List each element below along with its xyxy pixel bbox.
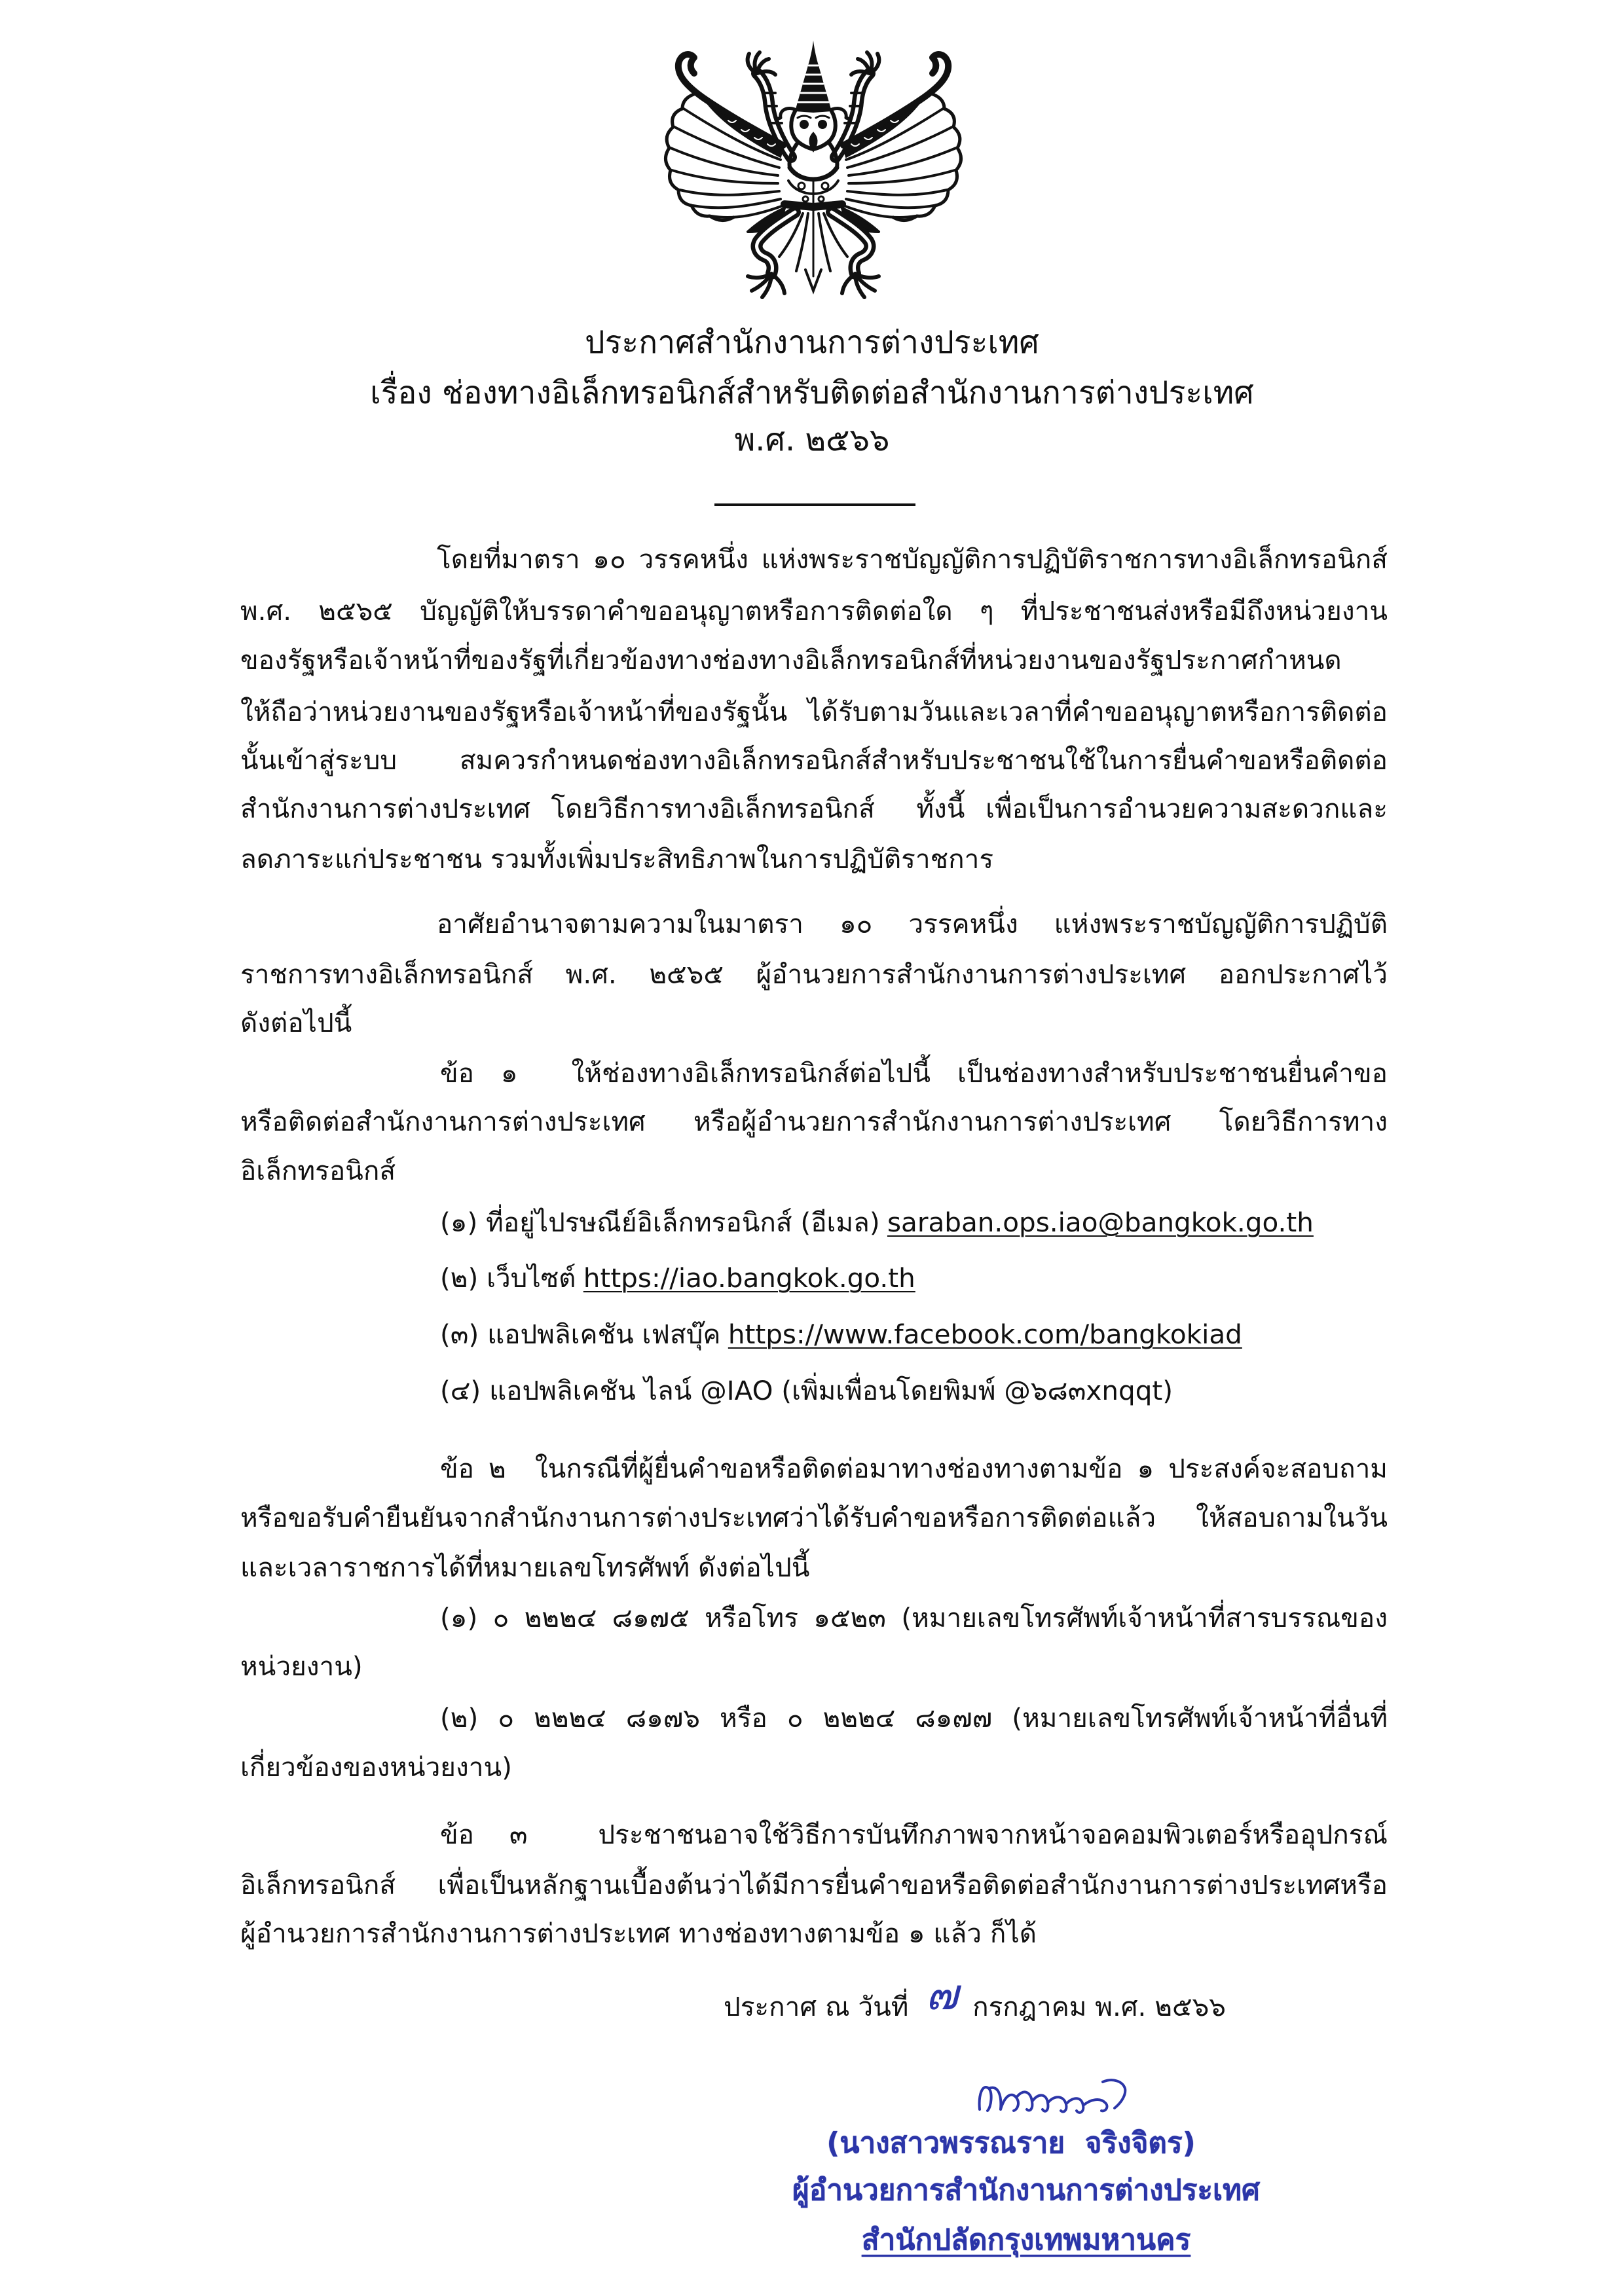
garuda-emblem — [650, 41, 977, 302]
phone-line: หน่วยงาน) — [240, 1650, 363, 1682]
signatory-organization: สำนักปลัดกรุงเทพมหานคร — [861, 2223, 1191, 2257]
issue-date-prefix: ประกาศ ณ วันที่ — [724, 1991, 909, 2022]
preamble-line: โดยที่มาตรา ๑๐ วรรคหนึ่ง แห่งพระราชบัญญัติการปฏิบัติราชการทางอิเล็กทรอนิกส์ — [437, 543, 1388, 575]
clause-3-line: อิเล็กทรอนิกส์ เพื่อเป็นหลักฐานเบื้องต้นว่าได้มีการยื่นคำขอหรือติดต่อสำนักงานการต่างประเทศหรือ — [240, 1869, 1388, 1901]
authority-line: ดังต่อไปนี้ — [240, 1007, 352, 1038]
authority-line: ราชการทางอิเล็กทรอนิกส์ พ.ศ. ๒๕๖๕ ผู้อำนวยการสำนักงานการต่างประเทศ ออกประกาศไว้ — [240, 958, 1388, 990]
channel-item-website — [440, 1254, 915, 1302]
preamble-line: ของรัฐหรือเจ้าหน้าที่ของรัฐที่เกี่ยวข้องทางช่องทางอิเล็กทรอนิกส์ที่หน่วยงานของรัฐประกาศกำหนด — [240, 644, 1342, 676]
garuda-left-half — [665, 41, 813, 297]
website-link[interactable]: https://iao.bangkok.go.th — [583, 1262, 915, 1294]
clause-2-line: ข้อ ๒ ในกรณีที่ผู้ยื่นคำขอหรือติดต่อมาทางช่องทางตามข้อ ๑ ประสงค์จะสอบถาม — [440, 1453, 1388, 1484]
channel-label: (๓) แอปพลิเคชัน เฟสบุ๊ค — [440, 1319, 721, 1350]
clause-1-line: ข้อ ๑ ให้ช่องทางอิเล็กทรอนิกส์ต่อไปนี้ เป็นช่องทางสำหรับประชาชนยื่นคำขอ — [440, 1057, 1388, 1089]
channel-item-facebook — [440, 1311, 1242, 1358]
phone-line: (๒) ๐ ๒๒๒๔ ๘๑๗๖ หรือ ๐ ๒๒๒๔ ๘๑๗๗ (หมายเลขโทรศัพท์เจ้าหน้าที่อื่นที่ — [440, 1702, 1388, 1734]
channel-label: (๒) เว็บไซต์ — [440, 1262, 576, 1294]
clause-3-line: ข้อ ๓ ประชาชนอาจใช้วิธีการบันทึกภาพจากหน้าจอคอมพิวเตอร์หรืออุปกรณ์ — [440, 1819, 1388, 1850]
signatory-name: (นางสาวพรรณราย จริงจิตร) — [826, 2126, 1196, 2160]
garuda-center — [805, 132, 821, 291]
preamble-line: ลดภาระแก่ประชาชน รวมทั้งเพิ่มประสิทธิภาพในการปฏิบัติราชการ — [240, 843, 994, 875]
announcement-title: ประกาศสำนักงานการต่างประเทศ — [585, 324, 1039, 361]
preamble-line: สำนักงานการต่างประเทศ โดยวิธีการทางอิเล็กทรอนิกส์ ทั้งนี้ เพื่อเป็นการอำนวยความสะดวกและ — [240, 793, 1388, 824]
clause-2-line: และเวลาราชการได้ที่หมายเลขโทรศัพท์ ดังต่อไปนี้ — [240, 1552, 810, 1583]
signatory-position: ผู้อำนวยการสำนักงานการต่างประเทศ — [792, 2174, 1260, 2207]
phone-line: (๑) ๐ ๒๒๒๔ ๘๑๗๕ หรือโทร ๑๕๒๓ (หมายเลขโทรศัพท์เจ้าหน้าที่สารบรรณของ — [440, 1602, 1388, 1633]
title-divider — [714, 503, 915, 506]
handwritten-day: ๗ — [925, 1969, 959, 2020]
clause-2-line: หรือขอรับคำยืนยันจากสำนักงานการต่างประเทศว่าได้รับคำขอหรือการติดต่อแล้ว ให้สอบถามในวัน — [240, 1502, 1388, 1533]
channel-item-line: (๔) แอปพลิเคชัน ไลน์ @IAO (เพิ่มเพื่อนโดยพิมพ์ @๖๘๓xnqqt) — [440, 1375, 1173, 1406]
phone-line: เกี่ยวข้องของหน่วยงาน) — [240, 1751, 512, 1783]
clause-1-line: หรือติดต่อสำนักงานการต่างประเทศ หรือผู้อำนวยการสำนักงานการต่างประเทศ โดยวิธีการทาง — [240, 1106, 1388, 1137]
channel-item-email — [440, 1199, 1314, 1246]
preamble-line: พ.ศ. ๒๕๖๕ บัญญัติให้บรรดาคำขออนุญาตหรือการติดต่อใด ๆ ที่ประชาชนส่งหรือมีถึงหน่วยงาน — [240, 595, 1388, 627]
email-link[interactable]: saraban.ops.iao@bangkok.go.th — [887, 1207, 1314, 1238]
handwritten-signature — [974, 2069, 1145, 2121]
issue-month-year: กรกฎาคม พ.ศ. ๒๕๖๖ — [972, 1991, 1226, 2022]
preamble-line: ให้ถือว่าหน่วยงานของรัฐหรือเจ้าหน้าที่ของรัฐนั้น ได้รับตามวันและเวลาที่คำขออนุญาตหรือการติดต่อ — [240, 696, 1388, 727]
clause-3-line: ผู้อำนวยการสำนักงานการต่างประเทศ ทางช่องทางตามข้อ ๑ แล้ว ก็ได้ — [240, 1918, 1037, 1949]
authority-line: อาศัยอำนาจตามความในมาตรา ๑๐ วรรคหนึ่ง แห่งพระราชบัญญัติการปฏิบัติ — [437, 908, 1388, 939]
channel-label: (๑) ที่อยู่ไปรษณีย์อิเล็กทรอนิกส์ (อีเมล) — [440, 1207, 880, 1238]
preamble-line: นั้นเข้าสู่ระบบ สมควรกำหนดช่องทางอิเล็กทรอนิกส์สำหรับประชาชนใช้ในการยื่นคำขอหรือติดต่อ — [240, 744, 1388, 776]
facebook-link[interactable]: https://www.facebook.com/bangkokiad — [728, 1319, 1242, 1350]
issue-date — [724, 1969, 1226, 2030]
garuda-right-half — [813, 41, 961, 297]
clause-1-line: อิเล็กทรอนิกส์ — [240, 1155, 396, 1186]
announcement-year: พ.ศ. ๒๕๖๖ — [734, 422, 890, 458]
announcement-subject: เรื่อง ช่องทางอิเล็กทรอนิกส์สำหรับติดต่อสำนักงานการต่างประเทศ — [370, 374, 1254, 411]
